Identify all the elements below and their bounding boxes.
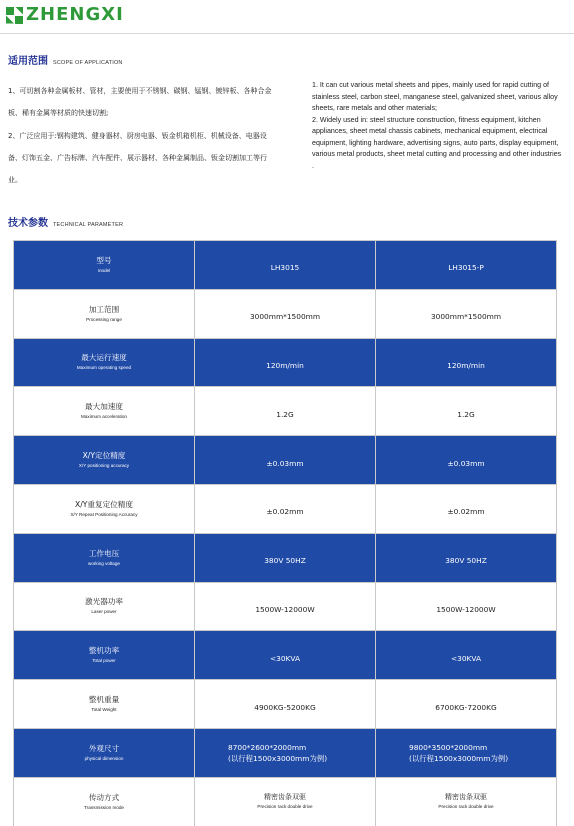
param-value-1-text: ±0.02mm [266,507,304,517]
param-value-2-text: 1.2G [457,409,475,419]
param-label-cn: 工作电压 [88,548,120,558]
param-value-1 [195,484,376,533]
param-label-cn: 整机重量 [88,695,120,705]
param-row-max-speed [14,338,557,387]
param-value-2 [376,338,557,387]
scope-title-en: SCOPE OF APPLICATION [53,60,123,66]
param-label-en: Total power [92,658,116,664]
param-value-1 [195,582,376,631]
param-row-processing-range [14,289,557,338]
param-value-1 [195,387,376,436]
param-value-2-note: Precision rack double drive [438,804,494,810]
param-value-2-note: (以行程1500x3000mm为例) [409,753,509,763]
param-label [14,582,195,631]
param-row-repeat-accuracy [14,484,557,533]
param-value-2 [376,533,557,582]
param-label [14,631,195,680]
param-value-1 [195,728,376,777]
param-value-2 [376,728,557,777]
param-value-1 [195,241,376,290]
param-value-2 [376,631,557,680]
param-label-cn: 型号 [96,255,112,265]
param-label-en: Maximum operating speed [76,365,132,371]
param-label [14,436,195,485]
param-label-en: model [97,267,111,273]
logo-text: ZHENGXI [26,4,124,25]
param-value-1-text: 4900KG-5200KG [254,702,316,712]
param-value-1 [195,289,376,338]
param-value-1-text: 1.2G [276,409,294,419]
params-title-en: TECHNICAL PARAMETER [53,222,124,228]
param-value-2-text: 3000mm*1500mm [430,312,502,322]
scope-text-cn [8,80,278,191]
param-value-2-text: 6700KG-7200KG [435,702,497,712]
param-value-1-text: 3000mm*1500mm [249,312,321,322]
param-value-1-text: 精密齿条双驱 [264,793,306,802]
scope-heading [8,52,123,67]
param-value-2-text: 精密齿条双驱 [445,793,487,802]
param-label [14,289,195,338]
param-label-en: working voltage [88,560,120,566]
param-label-cn: 外观尺寸 [88,743,120,753]
param-label-en: Processing range [86,316,122,322]
param-value-1-text: <30KVA [269,653,301,663]
param-value-1 [195,338,376,387]
param-value-2-text: ±0.02mm [447,507,485,517]
param-label [14,533,195,582]
param-label-cn: 传动方式 [88,792,120,802]
param-value-2-text: <30KVA [450,653,482,663]
param-row-model [14,241,557,290]
param-row-working-voltage [14,533,557,582]
param-value-2 [376,484,557,533]
param-value-2-text: 380V 50HZ [445,556,487,566]
param-label-en: Maximum acceleration [81,414,127,420]
scope-en-body: 1. It can cut various metal sheets and pipes, mainly used for rapid cutting of stainless steel, carbon steel, manganese steel, galvanized sheet, various alloy sheets, rare metals and other materials; 2. Widely used in: steel structure construction, fitness equipment, kitchen appliances, sheet metal chassis cabinets, mechanical equipment, electrical equipment, lighting hardware, advertising signs, auto parts, display equipment, various metal products, sheet metal cutting and processing and other industries . [312,81,562,170]
param-row-laser-power [14,582,557,631]
param-row-transmission-mode [14,777,557,826]
param-row-total-power [14,631,557,680]
param-label [14,728,195,777]
technical-parameter-table [13,240,557,826]
param-label-en: Laser power [91,609,117,615]
param-label [14,680,195,729]
param-value-1-note: Precision rack double drive [257,804,313,810]
param-value-2-text: LH3015-P [448,263,484,273]
param-value-1-text: ±0.03mm [266,458,304,468]
param-value-2 [376,289,557,338]
param-label-en: X/Y positioning accuracy [78,463,130,469]
param-value-1-text: 8700*2600*2000mm [228,742,307,752]
param-label [14,484,195,533]
param-label [14,241,195,290]
param-value-2 [376,777,557,826]
brand-logo [6,6,124,24]
param-value-2-text: 120m/min [447,360,485,370]
param-value-1 [195,680,376,729]
header-divider [0,33,574,34]
param-row-physical-dimension [14,728,557,777]
param-value-1 [195,436,376,485]
param-value-1 [195,533,376,582]
scope-cn-body: 1、可切割各种金属板材、管材，主要使用于不锈钢、碳钢、锰钢、镀锌板、各种合金板、稀有金属等材质的快速切割; 2、广泛应用于:钢构建筑、健身器材、厨房电器、钣金机箱机柜、机械设备、电器设备、灯饰五金、广告标牌、汽车配件、展示器材、各种金属制品、钣金切割加工等行业。 [8,87,272,185]
param-label-cn: 最大加速度 [85,402,123,412]
param-value-1-text: LH3015 [270,263,300,273]
param-value-2-text: 1500W-12000W [436,604,496,614]
param-value-2 [376,680,557,729]
scope-text-en [312,80,562,172]
param-label [14,387,195,436]
param-label [14,777,195,826]
param-label-cn: 整机功率 [88,646,120,656]
param-value-2 [376,387,557,436]
param-value-1-note: (以行程1500x3000mm为例) [228,753,328,763]
param-label-en: physical dimension [84,755,124,761]
params-title-cn: 技术参数 [8,218,48,229]
param-value-1-text: 380V 50HZ [264,556,306,566]
param-label-en: Transmission mode [84,804,124,810]
param-value-2-text: 9800*3500*2000mm [409,742,488,752]
param-value-2 [376,582,557,631]
param-row-total-weight [14,680,557,729]
param-value-1-text: 120m/min [266,360,304,370]
scope-title-cn: 适用范围 [8,56,48,67]
param-label-en: X/Y Repeat Positioning Accuracy [70,511,138,517]
param-value-2 [376,436,557,485]
param-label-cn: X/Y定位精度 [82,451,126,461]
param-label-cn: X/Y重复定位精度 [75,499,133,509]
param-label [14,338,195,387]
param-label-cn: 最大运行速度 [81,353,127,363]
param-value-2 [376,241,557,290]
params-heading [8,214,123,229]
param-value-1-text: 1500W-12000W [255,604,315,614]
param-value-2-text: ±0.03mm [447,458,485,468]
param-value-1 [195,631,376,680]
param-value-1 [195,777,376,826]
param-label-cn: 激光器功率 [85,597,123,607]
param-row-max-acceleration [14,387,557,436]
param-row-positioning-accuracy [14,436,557,485]
param-label-cn: 加工范围 [88,304,120,314]
param-label-en: Total Weight [91,707,117,713]
logo-mark-icon [6,7,23,24]
